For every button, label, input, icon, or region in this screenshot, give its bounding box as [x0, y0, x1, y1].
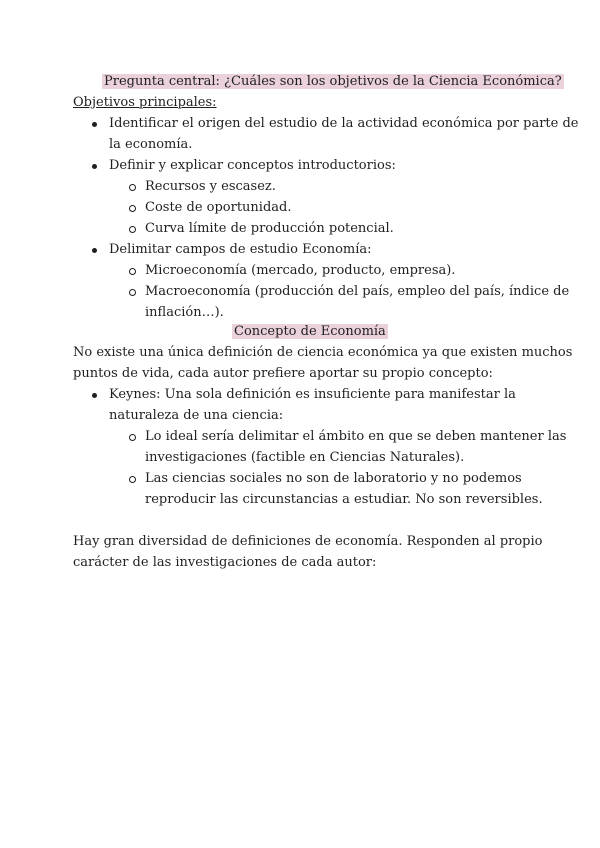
paragraph-1-line-1: No existe una única definición de ciencia económica ya que existen muchos [73, 345, 573, 360]
keynes-sub-1-line-1: Lo ideal sería delimitar el ámbito en que se deben mantener las [145, 429, 567, 444]
keynes-sub-1-line-2: investigaciones (factible en Ciencias Naturales). [145, 450, 465, 465]
paragraph-2-line-1: Hay gran diversidad de definiciones de economía. Responden al propio [73, 534, 543, 549]
keynes-sub-2-line-2: reproducir las circunstancias a estudiar. No son reversibles. [145, 492, 543, 507]
paragraph-2-line-2: carácter de las investigaciones de cada autor: [73, 555, 377, 570]
keynes-line-1: Keynes: Una sola definición es insuficiente para manifestar la [109, 387, 516, 402]
objective-1-line-1: Identificar el origen del estudio de la actividad económica por parte de [109, 116, 579, 131]
objective-3-sub-1: Microeconomía (mercado, producto, empresa). [145, 263, 456, 278]
objective-3-sub-2-line-2: inflación…). [145, 305, 224, 320]
objective-2: Definir y explicar conceptos introductorios: [109, 158, 396, 173]
section-heading: Concepto de Economía [234, 324, 386, 339]
objectives-heading: Objetivos principales: [73, 95, 217, 110]
objective-3: Delimitar campos de estudio Economía: [109, 242, 372, 257]
keynes-sub-2-line-1: Las ciencias sociales no son de laboratorio y no podemos [145, 471, 522, 486]
objective-3-sub-2-line-1: Macroeconomía (producción del país, empleo del país, índice de [145, 284, 570, 299]
objective-1-line-2: la economía. [109, 137, 193, 152]
objective-2-sub-2: Coste de oportunidad. [145, 200, 292, 215]
page-title: Pregunta central: ¿Cuáles son los objetivos de la Ciencia Económica? [104, 74, 562, 89]
paragraph-1-line-2: puntos de vida, cada autor prefiere aportar su propio concepto: [73, 366, 493, 381]
keynes-line-2: naturaleza de una ciencia: [109, 408, 284, 423]
objective-2-sub-1: Recursos y escasez. [145, 179, 276, 194]
objective-2-sub-3: Curva límite de producción potencial. [145, 221, 394, 236]
